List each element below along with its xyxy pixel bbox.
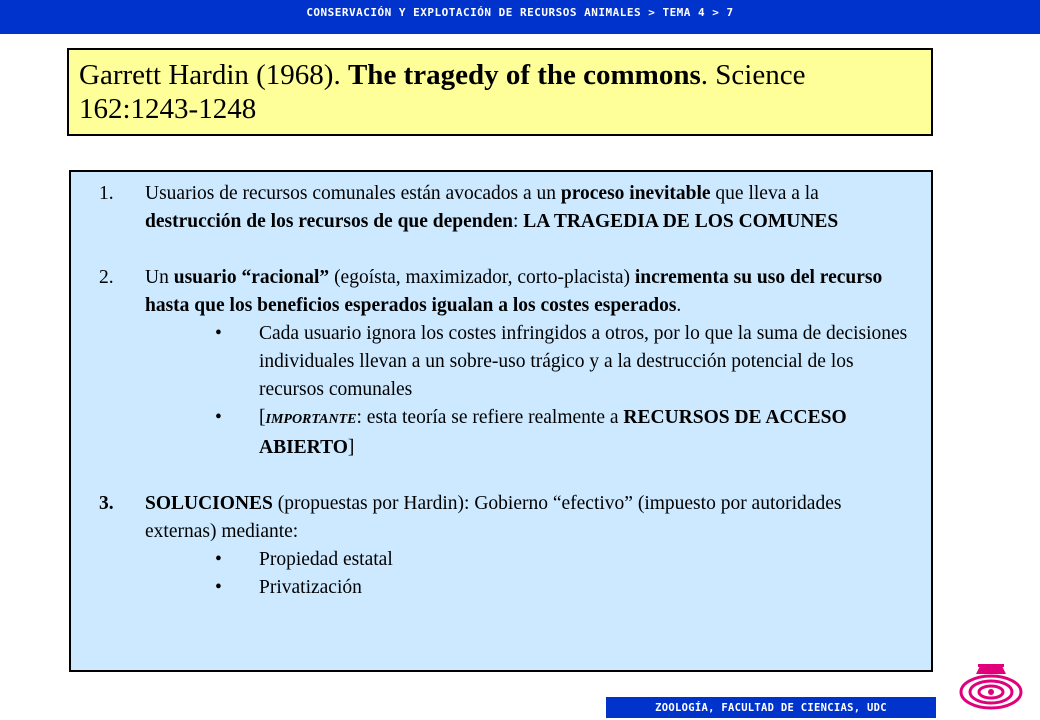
point-text: que lleva a la — [710, 183, 819, 204]
point-2-bullet-2 — [71, 404, 911, 462]
point-2-bullet-1 — [71, 320, 911, 404]
point-emphasis: incrementa su uso del recurso hasta que los beneficios esperados igualan a los costes esperados — [145, 267, 883, 316]
reference-journal: . Science 162:1243-1248 — [79, 59, 806, 125]
breadcrumb: CONSERVACIÓN Y EXPLOTACIÓN DE RECURSOS ANIMALES > TEMA 4 > 7 — [306, 6, 734, 19]
bullet-text: Privatización — [259, 577, 362, 598]
bullet-text: [ — [259, 407, 266, 428]
bullet-icon: • — [215, 323, 222, 344]
point-text: (egoísta, maximizador, corto-placista) — [329, 267, 635, 288]
point-text: (propuestas por Hardin): Gobierno “efectivo” (impuesto por autoridades externas) mediante: — [145, 493, 842, 542]
point-text: : — [513, 211, 524, 232]
point-3-bullet-1 — [71, 546, 911, 574]
point-text: . — [676, 295, 682, 316]
bullet-text: Propiedad estatal — [259, 549, 393, 570]
point-number: 1. — [99, 183, 114, 204]
point-text: Un — [145, 267, 174, 288]
point-number: 3. — [99, 493, 114, 514]
footer-label: ZOOLOGÍA, FACULTAD DE CIENCIAS, UDC — [655, 701, 887, 714]
point-3-bullet-2 — [71, 574, 911, 602]
point-text: Usuarios de recursos comunales están avocados a un — [145, 183, 561, 204]
footer-bar — [606, 697, 936, 718]
reference-author: Garrett Hardin (1968). — [79, 59, 348, 91]
udc-logo-icon — [958, 660, 1024, 716]
bullet-icon: • — [215, 577, 222, 598]
bullet-text: ] — [347, 437, 355, 458]
point-emphasis: LA TRAGEDIA DE LOS COMUNES — [523, 211, 839, 232]
bullet-icon: • — [215, 549, 222, 570]
point-emphasis: destrucción de los recursos de que dependen — [145, 211, 513, 232]
content-panel — [69, 170, 933, 672]
reference-title: The tragedy of the commons — [347, 59, 701, 91]
bullet-text: Cada usuario ignora los costes infringidos a otros, por lo que la suma de decisiones individuales llevan a un sobre-uso trágico y a la destrucción potencial de los recursos comunales — [259, 323, 908, 400]
point-3 — [71, 490, 911, 546]
point-2 — [71, 264, 911, 320]
point-emphasis: proceso inevitable — [560, 183, 711, 204]
reference-title-box — [67, 48, 933, 136]
header-breadcrumb-bar — [0, 0, 1040, 34]
bullet-emphasis: RECURSOS DE ACCESO ABIERTO — [259, 407, 847, 458]
point-emphasis: SOLUCIONES — [145, 493, 273, 514]
point-1 — [71, 180, 911, 236]
point-number: 2. — [99, 267, 114, 288]
bullet-icon: • — [215, 407, 222, 428]
important-label: IMPORTANTE — [265, 412, 357, 427]
bullet-text: : esta teoría se refiere realmente a — [356, 407, 624, 428]
point-emphasis: usuario “racional” — [173, 267, 330, 288]
